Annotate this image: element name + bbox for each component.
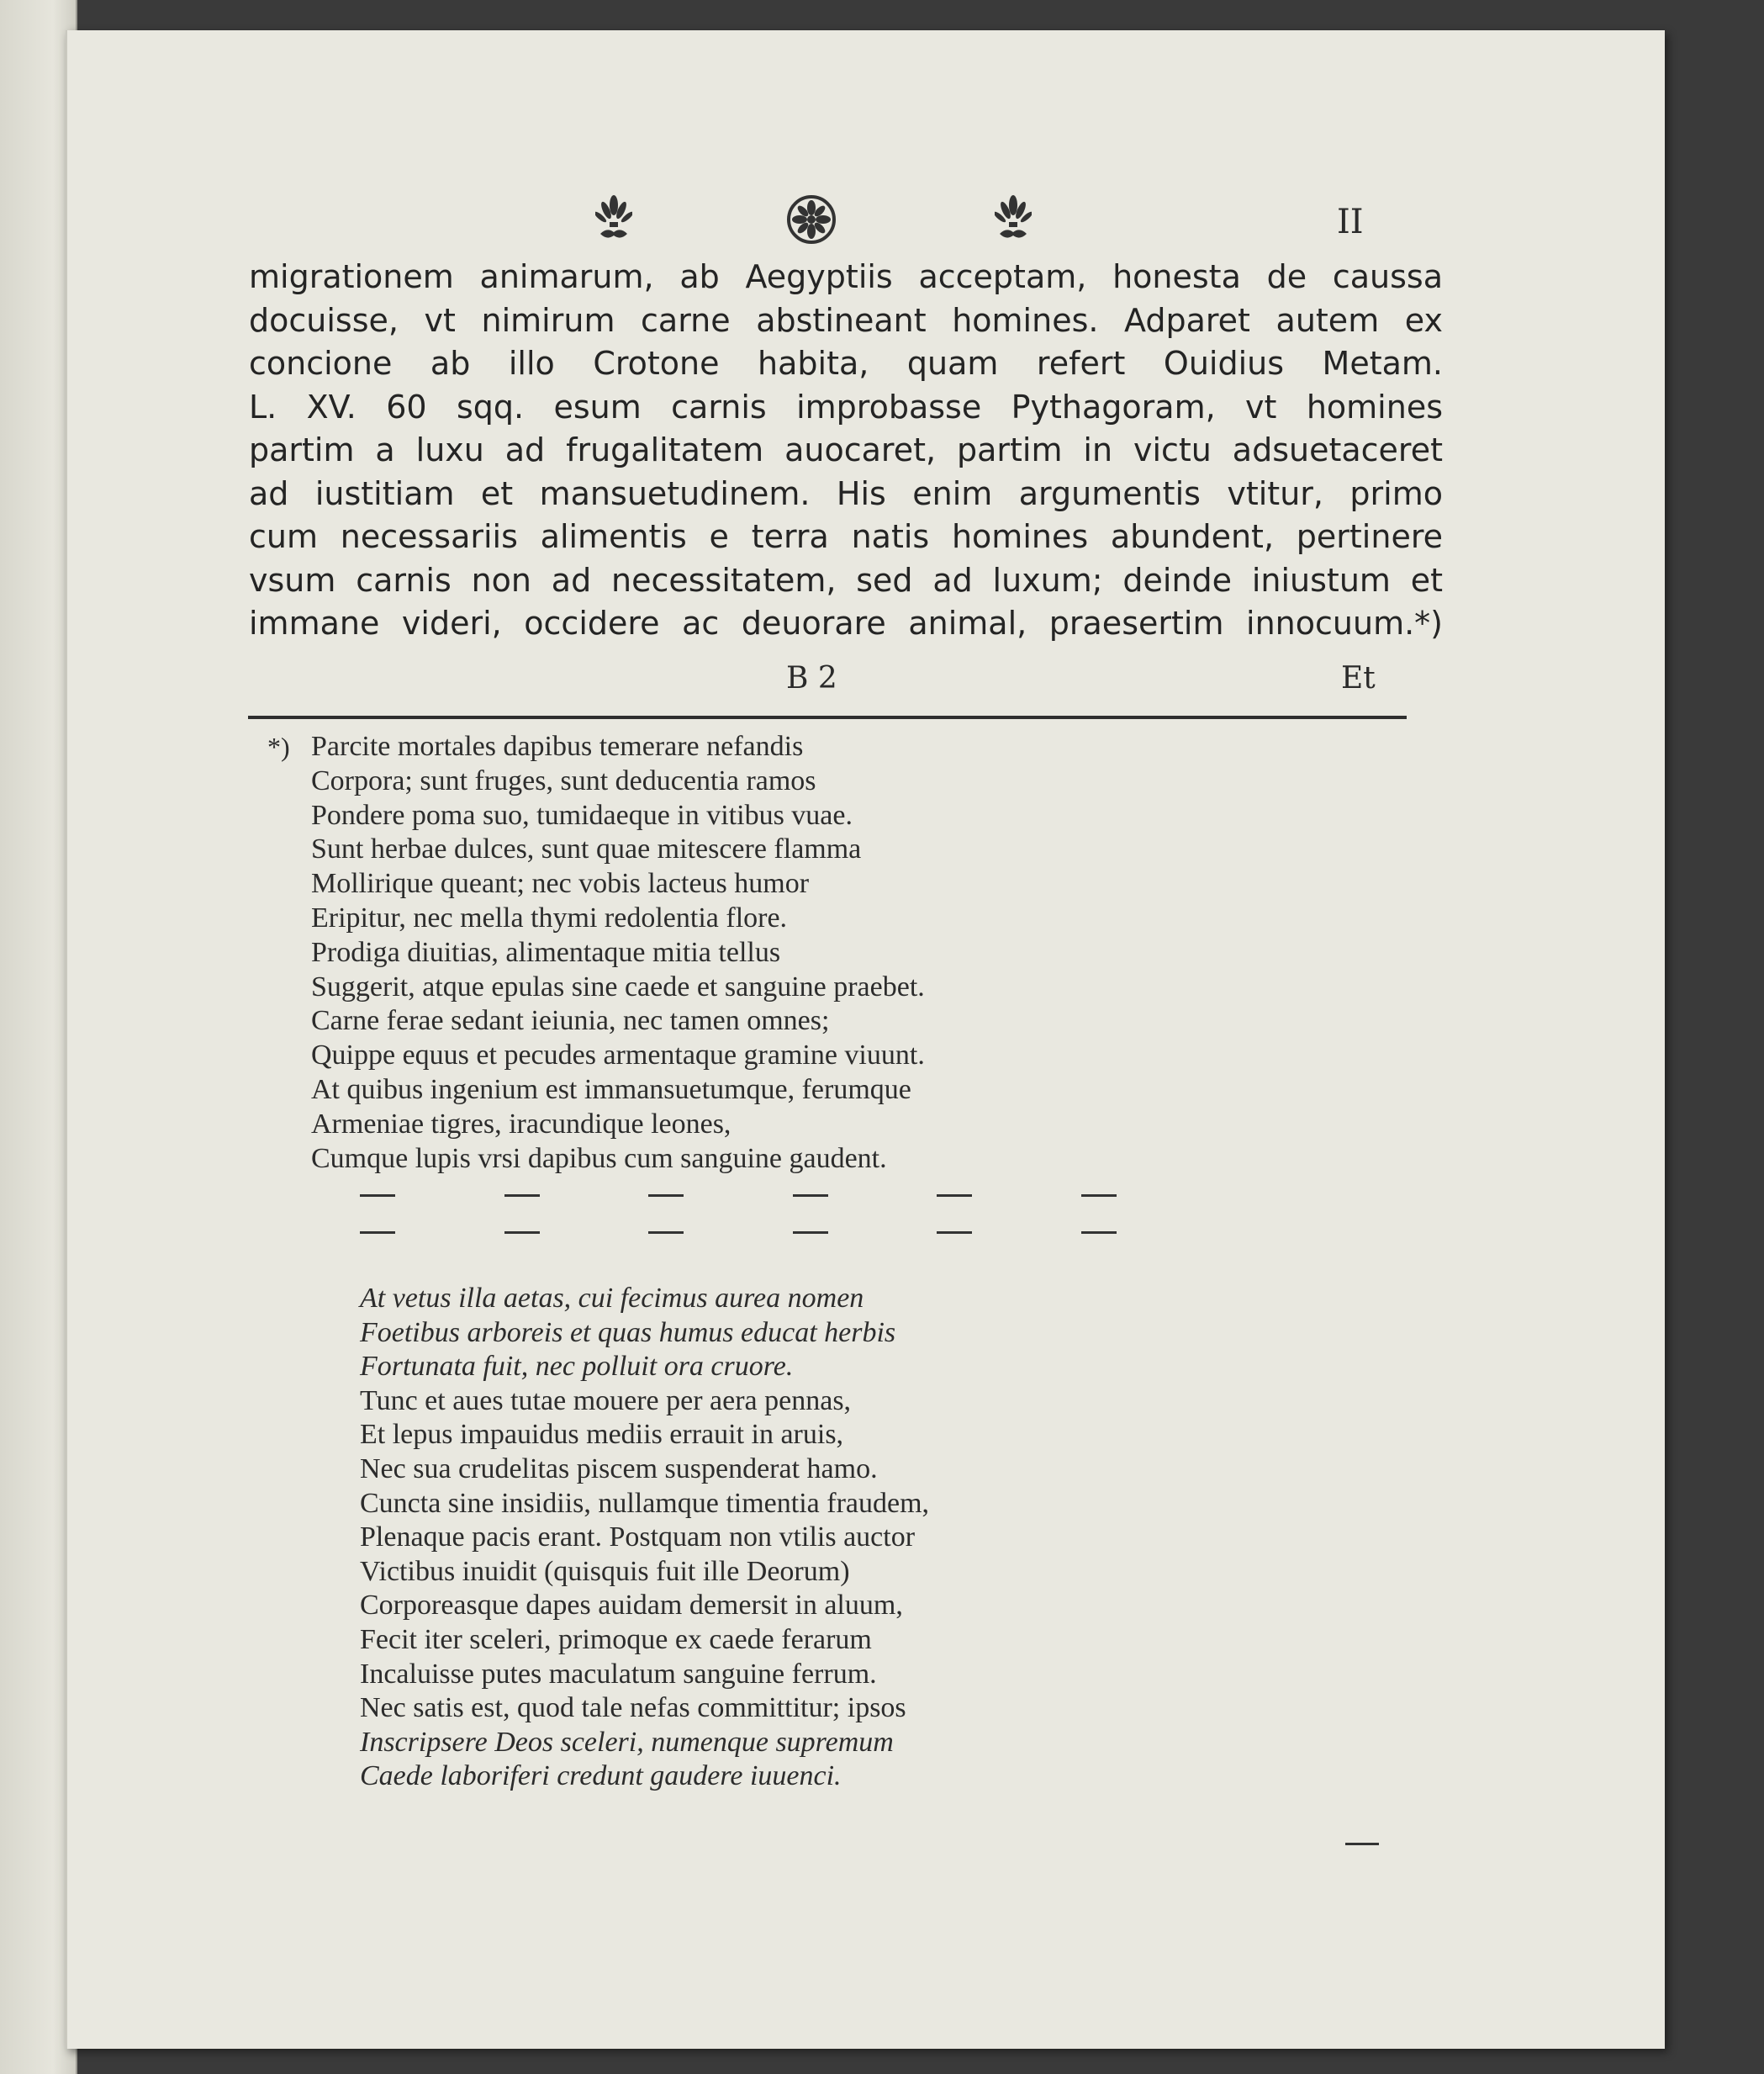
text-line: vsum carnis non ad necessitatem, sed ad luxum; deinde iniustum et	[249, 561, 1443, 599]
verse-line: At vetus illa aetas, cui fecimus aurea nomen	[360, 1283, 864, 1314]
verse-line: Mollirique queant; nec vobis lacteus humor	[311, 868, 810, 900]
rosette-ornament-icon	[786, 190, 837, 249]
text-line: partim a luxu ad frugalitatem auocaret, partim in victu adsuetaceret	[249, 431, 1443, 468]
verse-line: Incaluisse putes maculatum sanguine ferrum.	[360, 1658, 877, 1690]
verse-line: Cumque lupis vrsi dapibus cum sanguine gaudent.	[311, 1142, 887, 1174]
text-line: ad iustitiam et mansuetudinem. His enim argumentis vtitur, primo	[249, 474, 1443, 512]
dash	[360, 1194, 395, 1197]
verse-line: Prodiga diuitias, alimentaque mitia tellus	[311, 936, 781, 968]
verse-line: Parcite mortales dapibus temerare nefandis	[311, 731, 804, 762]
page-number: II	[1337, 203, 1364, 241]
verse-line: Carne ferae sedant ieiunia, nec tamen omnes;	[311, 1005, 830, 1037]
verse-line: Fecit iter sceleri, primoque ex caede ferarum	[360, 1623, 872, 1655]
ellipsis-dash-row	[360, 1231, 1117, 1235]
verse-line: Foetibus arboreis et quas humus educat herbis	[360, 1316, 896, 1348]
footnote	[267, 730, 1320, 1176]
catchword: Et	[1341, 661, 1376, 696]
verse-line: Tunc et aues tutae mouere per aera pennas,	[360, 1384, 852, 1416]
verse-line: Caede laboriferi credunt gaudere iuuenci.	[360, 1760, 842, 1792]
dash	[937, 1194, 972, 1197]
footnote-marker: *)	[267, 732, 290, 762]
dash	[360, 1231, 395, 1234]
dash	[648, 1194, 684, 1197]
text-line: docuisse, vt nimirum carne abstineant homines. Adparet autem ex	[249, 301, 1443, 339]
palmette-ornament-icon	[589, 190, 639, 249]
verse-line: Nec sua crudelitas piscem suspenderat hamo.	[360, 1452, 878, 1484]
text-line: immane videri, occidere ac deuorare animal, praesertim innocuum.*)	[249, 605, 1443, 642]
verse-line: Eripitur, nec mella thymi redolentia flore.	[311, 902, 788, 934]
verse-line: Et lepus impauidus mediis errauit in aruis,	[360, 1419, 844, 1451]
dash	[1081, 1231, 1117, 1234]
dash	[648, 1231, 684, 1234]
footnote-rule	[248, 716, 1407, 719]
verse-line: Fortunata fuit, nec polluit ora cruore.	[360, 1351, 794, 1383]
ellipsis-dash-row	[360, 1194, 1117, 1198]
verse-line: Inscripsere Deos sceleri, numenque supremum	[360, 1726, 894, 1758]
dash	[1081, 1194, 1117, 1197]
palmette-ornament-icon	[988, 190, 1038, 249]
main-paragraph	[249, 256, 1443, 646]
verse-line: Nec satis est, quod tale nefas committitur; ipsos	[360, 1692, 906, 1724]
dash	[504, 1231, 540, 1234]
verse-line: Corporeasque dapes auidam demersit in aluum,	[360, 1590, 903, 1622]
verse-line: Quippe equus et pecudes armentaque gramine viuunt.	[311, 1040, 925, 1071]
signature-mark: B 2	[786, 661, 837, 696]
verse-line: Suggerit, atque epulas sine caede et sanguine praebet.	[311, 971, 925, 1003]
text-line: cum necessariis alimentis e terra natis homines abundent, pertinere	[249, 518, 1443, 555]
verse-line: Pondere poma suo, tumidaeque in vitibus vuae.	[311, 799, 853, 831]
verse-line: At quibus ingenium est immansuetumque, ferumque	[311, 1073, 911, 1105]
end-dash	[1345, 1843, 1379, 1845]
verse-line: Cuncta sine insidiis, nullamque timentia fraudem,	[360, 1487, 930, 1519]
text-line: concione ab illo Crotone habita, quam refert Ouidius Metam.	[249, 345, 1443, 382]
second-verse-block	[360, 1282, 1285, 1794]
verse-line: Corpora; sunt fruges, sunt deducentia ramos	[311, 765, 816, 796]
verse-line: Sunt herbae dulces, sunt quae mitescere flamma	[311, 833, 862, 865]
dash	[793, 1231, 828, 1234]
verse-line: Plenaque pacis erant. Postquam non vtilis auctor	[360, 1521, 916, 1553]
verse-line: Victibus inuidit (quisquis fuit ille Deorum)	[360, 1555, 850, 1587]
text-line: L. XV. 60 sqq. esum carnis improbasse Pythagoram, vt homines	[249, 388, 1443, 426]
verse-line: Armeniae tigres, iracundique leones,	[311, 1108, 731, 1140]
text-line: migrationem animarum, ab Aegyptiis acceptam, honesta de caussa	[249, 258, 1443, 295]
dash	[793, 1194, 828, 1197]
dash	[937, 1231, 972, 1234]
book-page	[66, 30, 1665, 2049]
dash	[504, 1194, 540, 1197]
